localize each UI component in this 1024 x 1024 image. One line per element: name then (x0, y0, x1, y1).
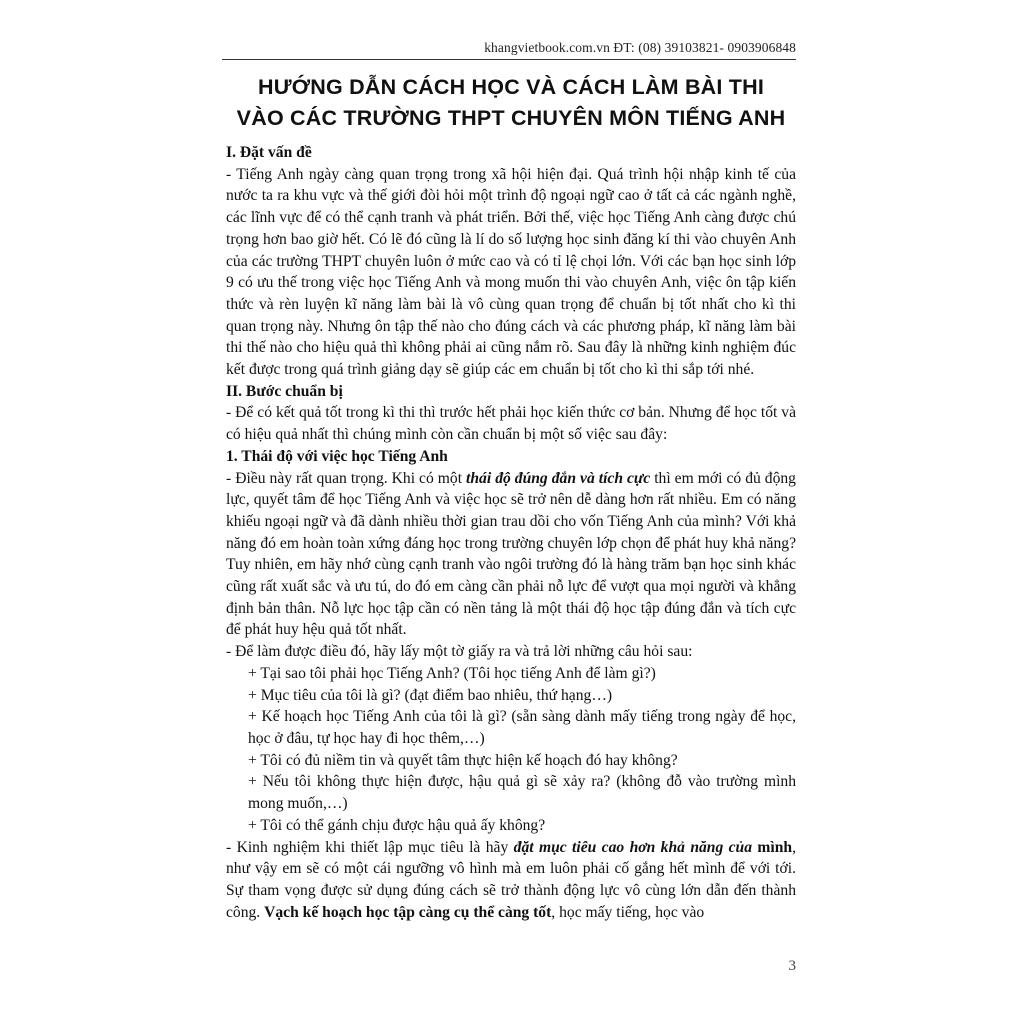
bold-text: Vạch kế hoạch học tập càng cụ thể càng tốt (264, 903, 552, 921)
paragraph: - Để làm được điều đó, hãy lấy một tờ giấy ra và trả lời những câu hỏi sau: (226, 643, 693, 661)
document-body (226, 142, 796, 923)
emphasis-text: đặt mục tiêu cao hơn khả năng của (513, 838, 753, 856)
text-run: - Kinh nghiệm khi thiết lập mục tiêu là hãy (226, 838, 514, 856)
text-run: , học mấy tiếng, học vào (551, 903, 705, 921)
bold-text: mình (757, 838, 793, 856)
list-item: + Tại sao tôi phải học Tiếng Anh? (Tôi học tiếng Anh để làm gì?) (248, 664, 656, 682)
text-run: thì em mới có đủ động lực, quyết tâm để học Tiếng Anh và việc học sẽ trở nên dễ dàng hơn rất nhiều. Em có năng khiếu ngoại ngữ và đã dành nhiều thời gian trau dồi cho vốn Tiếng Anh của mình? Với khả năng đó em hoàn toàn xứng đáng học trong trường chuyên lớp chọn để phát huy khả năng? Tuy nhiên, em hãy nhớ cùng cạnh tranh vào ngôi trường đó là hàng trăm bạn học sinh khác cũng rất xuất sắc và ưu tú, do đó em càng cần phải nỗ lực để vượt qua mọi người và khẳng định bản thân. Nỗ lực học tập cần có nền tảng là một thái độ học tập đúng đắn và tích cực để phát huy hệu quả tốt nhất. (226, 469, 796, 639)
list-item: + Kế hoạch học Tiếng Anh của tôi là gì? (sẵn sàng dành mấy tiếng trong ngày để học, học ở đâu, tự học hay đi học thêm,…) (248, 708, 796, 747)
subsection-heading: 1. Thái độ với việc học Tiếng Anh (226, 447, 448, 465)
title-line-1: HƯỚNG DẪN CÁCH HỌC VÀ CÁCH LÀM BÀI THI (257, 75, 764, 99)
paragraph (226, 468, 796, 642)
paragraph: - Tiếng Anh ngày càng quan trọng trong xã hội hiện đại. Quá trình hội nhập kinh tế của nước ta ra khu vực và thế giới đòi hỏi một trình độ ngoại ngữ cao ở tất cả các ngành nghề, các lĩnh vực để có thể cạnh tranh và phát triển. Bởi thế, việc học Tiếng Anh càng được chú trọng hơn bao giờ hết. Có lẽ đó cũng là lí do số lượng học sinh đăng kí thi vào chuyên Anh của các trường THPT chuyên luôn ở mức cao và có tỉ lệ chọi lớn. Với các bạn học sinh lớp 9 có ưu thế trong việc học Tiếng Anh và mong muốn thi vào chuyên Anh, việc ôn tập kiến thức và rèn luyện kĩ năng làm bài là vô cùng quan trọng để chuẩn bị tốt nhất cho kì thi quan trọng này. Nhưng ôn tập thế nào cho đúng cách và các phương pháp, kĩ năng làm bài thi thế nào cho hiệu quả thì không phải ai cũng nắm rõ. Sau đây là những kinh nghiệm đúc kết được trong quá trình giảng dạy sẽ giúp các em chuẩn bị tốt cho kì thi sắp tới nhé. (226, 165, 796, 379)
page-number: 3 (788, 958, 796, 974)
paragraph: - Để có kết quả tốt trong kì thi thì trước hết phải học kiến thức cơ bản. Nhưng để học tốt và có hiệu quả nhất thì chúng mình còn cần chuẩn bị một số việc sau đây: (226, 404, 796, 444)
title-line-2: VÀO CÁC TRƯỜNG THPT CHUYÊN MÔN TIẾNG ANH (236, 106, 786, 130)
document-page (226, 40, 796, 974)
page-header: khangvietbook.com.vn ĐT: (08) 39103821- 0903906848 (222, 40, 796, 60)
section-heading: II. Bước chuẩn bị (226, 382, 343, 400)
paragraph (226, 837, 796, 924)
list-item: + Tôi có thể gánh chịu được hậu quả ấy không? (248, 816, 546, 834)
list-item: + Tôi có đủ niềm tin và quyết tâm thực hiện kế hoạch đó hay không? (248, 751, 678, 769)
text-run: - Điều này rất quan trọng. Khi có một (226, 469, 467, 487)
section-heading: I. Đặt vấn đề (226, 144, 312, 161)
emphasis-text: thái độ đúng đắn và tích cực (466, 469, 651, 487)
list-item: + Nếu tôi không thực hiện được, hậu quả gì sẽ xảy ra? (không đỗ vào trường mình mong muốn,…) (248, 773, 796, 813)
text-run: , như vậy em sẽ có một cái ngưỡng vô hình mà em luôn phải cố gắng hết mình để với tới. Sự tham vọng được sử dụng đúng cách sẽ trở thành động lực vô cùng lớn dẫn đến thành công. (226, 838, 796, 921)
list-item: + Mục tiêu của tôi là gì? (đạt điểm bao nhiêu, thứ hạng…) (248, 686, 613, 704)
document-title (226, 72, 796, 134)
